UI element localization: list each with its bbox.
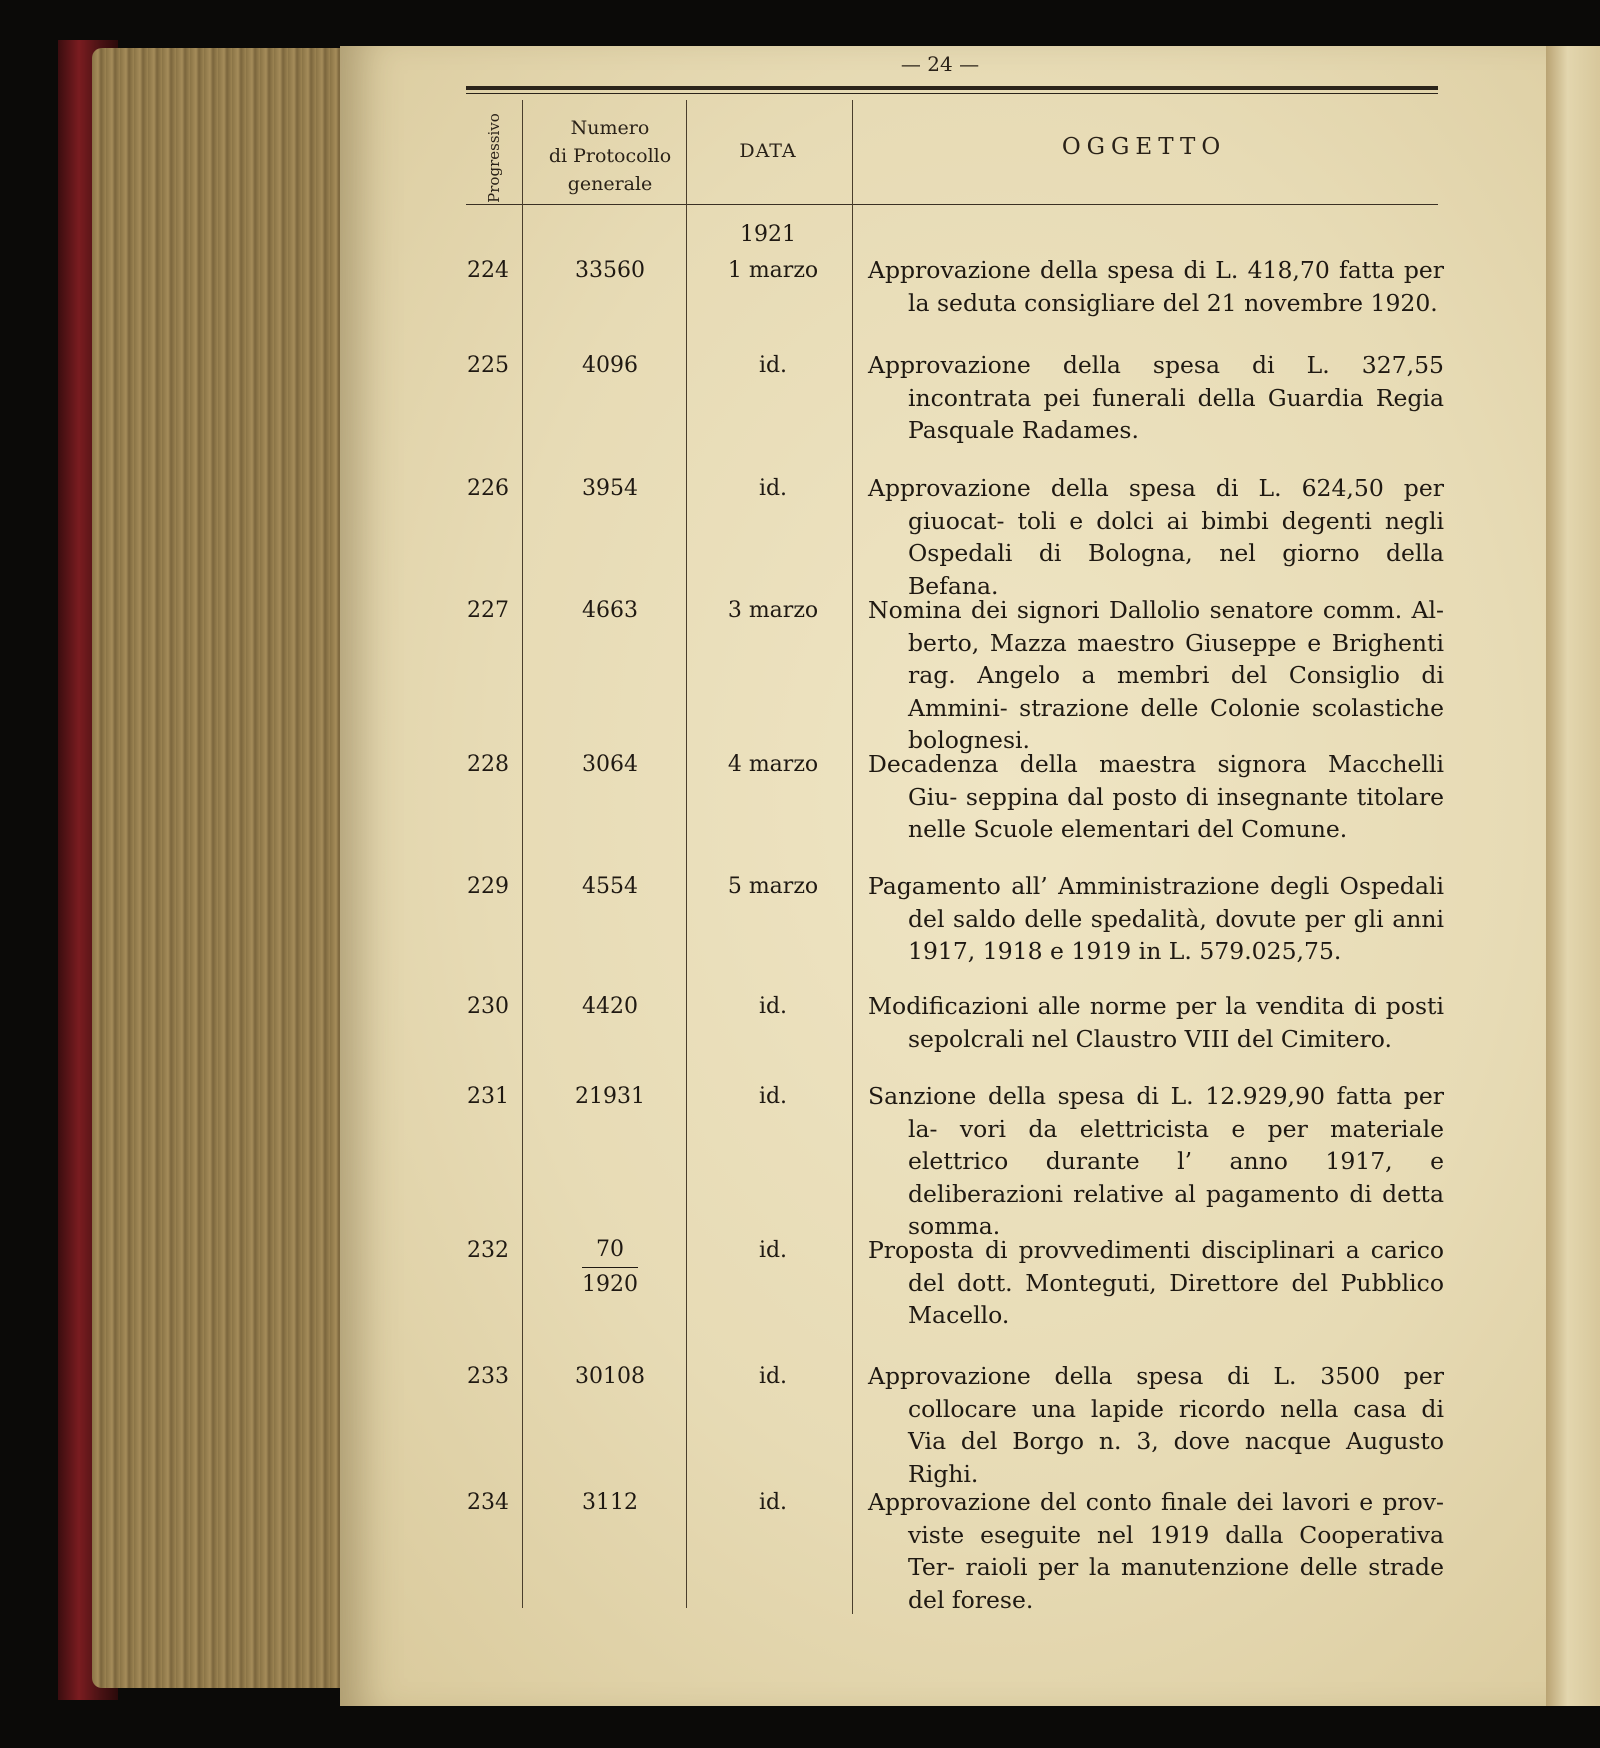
protocollo-numerator: 70: [582, 1235, 638, 1268]
row-oggetto: Sanzione della spesa di L. 12.929,90 fatta per la- vori da elettricista e per materiale elettrico durante l’ anno 1917, e deliberazioni relative al pagamento di detta somma.: [868, 1082, 1444, 1240]
facing-page-edge: [1546, 46, 1600, 1706]
row-protocollo: 30108: [575, 1364, 645, 1389]
row-date: id.: [758, 353, 788, 378]
page-edges: [92, 48, 350, 1688]
row-protocollo: 3112: [582, 1490, 638, 1515]
row-protocollo: 3064: [582, 752, 638, 777]
row-progressivo: 231: [467, 1084, 509, 1109]
row-oggetto: Approvazione della spesa di L. 3500 per collocare una lapide ricordo nella casa di Via del Borgo n. 3, dove nacque Augusto Righi.: [868, 1362, 1444, 1488]
row-date: id.: [758, 994, 788, 1019]
row-protocollo: 3954: [582, 476, 638, 501]
row-protocollo: 4663: [582, 598, 638, 623]
row-progressivo: 233: [467, 1364, 509, 1389]
row-date: id.: [758, 1238, 788, 1263]
row-progressivo: 226: [467, 476, 509, 501]
header-rule: [466, 204, 1438, 205]
row-progressivo: 228: [467, 752, 509, 777]
row-oggetto: Approvazione della spesa di L. 327,55 incontrata pei funerali della Guardia Regia Pasquale Radames.: [868, 351, 1444, 444]
row-progressivo: 234: [467, 1490, 509, 1515]
row-progressivo: 227: [467, 598, 509, 623]
row-oggetto: Proposta di provvedimenti disciplinari a carico del dott. Monteguti, Direttore del Pubblico Macello.: [868, 1236, 1444, 1329]
row-progressivo: 224: [467, 258, 509, 283]
row-oggetto: Approvazione della spesa di L. 624,50 per giuocat- toli e dolci ai bimbi degenti negli Ospedali di Bologna, nel giorno della Befana.: [868, 474, 1444, 600]
row-date: id.: [758, 1490, 788, 1515]
row-protocollo: 33560: [575, 258, 645, 283]
year-label: 1921: [740, 222, 796, 247]
row-date: 5 marzo: [727, 874, 819, 899]
header-numero-protocollo: Numero di Protocollo generale: [548, 117, 672, 195]
row-protocollo: 21931: [575, 1084, 645, 1109]
column-divider: [522, 100, 523, 1608]
row-date: id.: [758, 1364, 788, 1389]
row-protocollo: 4420: [582, 994, 638, 1019]
page-number: — 24 —: [900, 52, 980, 76]
row-date: 4 marzo: [727, 752, 819, 777]
header-data: DATA: [739, 140, 797, 162]
row-progressivo: 230: [467, 994, 509, 1019]
row-oggetto: Approvazione della spesa di L. 418,70 fatta per la seduta consigliare del 21 novembre 1920.: [868, 256, 1444, 317]
row-date: id.: [758, 1084, 788, 1109]
row-oggetto: Pagamento all’ Amministrazione degli Ospedali del saldo delle spedalità, dovute per gli anni 1917, 1918 e 1919 in L. 579.025,75.: [868, 872, 1444, 965]
header-progressivo: Progressivo: [485, 113, 503, 203]
row-protocollo-fraction: [530, 1235, 690, 1300]
row-oggetto: Modificazioni alle norme per la vendita di posti sepolcrali nel Claustro VIII del Cimitero.: [868, 992, 1444, 1053]
row-date: 3 marzo: [727, 598, 819, 623]
row-progressivo: 229: [467, 874, 509, 899]
top-rule-thin: [466, 93, 1438, 94]
header-oggetto: OGGETTO: [1061, 134, 1227, 160]
row-protocollo: 4554: [582, 874, 638, 899]
row-oggetto: Approvazione del conto finale dei lavori e prov- viste eseguite nel 1919 dalla Cooperativa Ter- raioli per la manutenzione delle strade del forese.: [868, 1488, 1444, 1614]
row-date: 1 marzo: [727, 258, 819, 283]
row-date: id.: [758, 476, 788, 501]
protocollo-denominator: 1920: [582, 1272, 638, 1297]
row-progressivo: 225: [467, 353, 509, 378]
top-rule: [466, 86, 1438, 90]
row-oggetto: Nomina dei signori Dallolio senatore comm. Al- berto, Mazza maestro Giuseppe e Brighenti rag. Angelo a membri del Consiglio di Ammini- strazione delle Colonie scolastiche bolognesi.: [868, 596, 1444, 754]
row-protocollo: 4096: [582, 353, 638, 378]
row-oggetto: Decadenza della maestra signora Macchelli Giu- seppina dal posto di insegnante titolare nelle Scuole elementari del Comune.: [868, 750, 1444, 843]
row-progressivo: 232: [467, 1238, 509, 1263]
